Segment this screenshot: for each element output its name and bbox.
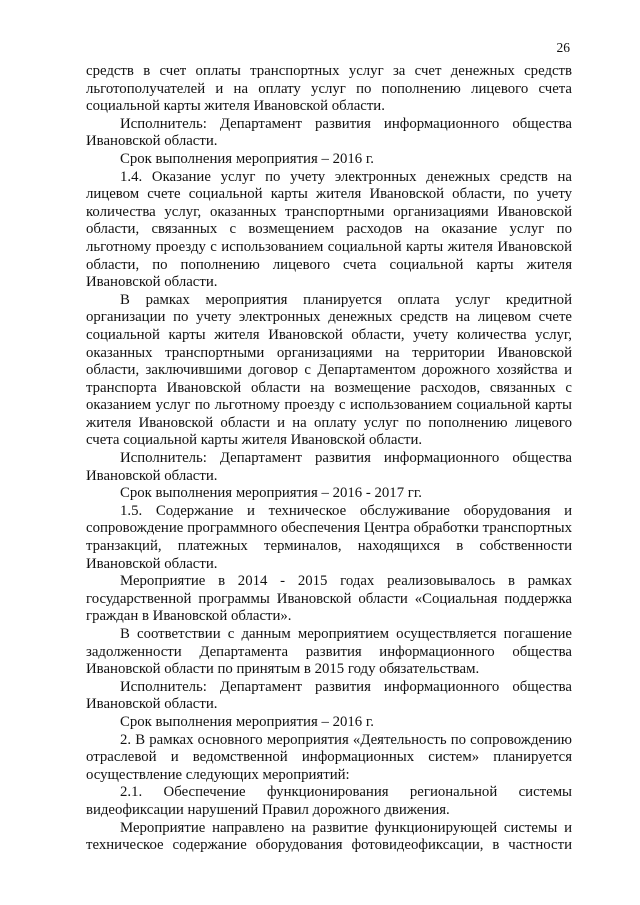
paragraph: В соответствии с данным мероприятием осуществляется погашение задолженности Департамента развития информационного общества Ивановской области по принятым в 2015 году обязательствам.: [86, 626, 572, 678]
paragraph: 1.4. Оказание услуг по учету электронных денежных средств на лицевом счете социальной карты жителя Ивановской области, по учету количества услуг, оказанных транспортными организациями Ивановской области, связанных с возмещением расходов на оказание услуг по льготному проезду с использованием социальной карты жителя Ивановской области, по пополнению лицевого счета социальной карты жителя Ивановской области.: [86, 168, 572, 291]
paragraph: Срок выполнения мероприятия – 2016 г.: [120, 713, 374, 730]
page-number: 26: [556, 40, 570, 55]
paragraph: 1.5. Содержание и техническое обслуживание оборудования и сопровождение программного обеспечения Центра обработки транспортных транзакций, платежных терминалов, находящихся в собственности Ивановской области.: [86, 502, 572, 572]
paragraph: Исполнитель: Департамент развития информационного общества Ивановской области.: [86, 450, 572, 484]
paragraph: В рамках мероприятия планируется оплата услуг кредитной организации по учету электронных денежных средств на лицевом счете социальной карты жителя Ивановской области, учету количества услуг, оказанных транспортными организациями на территории Ивановской области, заключившими договор с Департаментом дорожного хозяйства и транспорта Ивановской области на возмещение расходов, связанных с оказанием услуг по льготному проезду с использованием социальной карты жителя Ивановской области и на оплату услуг по пополнению лицевого счета социальной карты жителя Ивановской области.: [86, 291, 572, 449]
document-body: [86, 63, 572, 855]
paragraph: Исполнитель: Департамент развития информационного общества Ивановской области.: [86, 115, 572, 150]
paragraph: Мероприятие в 2014 - 2015 годах реализовывалось в рамках государственной программы Ивановской области «Социальная поддержка граждан в Ивановской области».: [86, 573, 572, 625]
paragraph: 2. В рамках основного мероприятия «Деятельность по сопровождению отраслевой и ведомственной информационных систем» планируется осуществление следующих мероприятий:: [86, 731, 572, 783]
paragraph: Срок выполнения мероприятия – 2016 г.: [120, 150, 374, 167]
paragraph: 2.1. Обеспечение функционирования региональной системы видеофиксации нарушений Правил дорожного движения.: [86, 784, 572, 818]
paragraph: средств в счет оплаты транспортных услуг за счет денежных средств льготополучателей и на оплату услуг по пополнению лицевого счета социальной карты жителя Ивановской области.: [86, 63, 572, 115]
paragraph: Исполнитель: Департамент развития информационного общества Ивановской области.: [86, 678, 572, 713]
paragraph: Мероприятие направлено на развитие функционирующей системы и техническое содержание оборудования фотовидеофиксации, в частности: [86, 819, 572, 854]
paragraph: Срок выполнения мероприятия – 2016 - 2017 гг.: [120, 485, 422, 502]
